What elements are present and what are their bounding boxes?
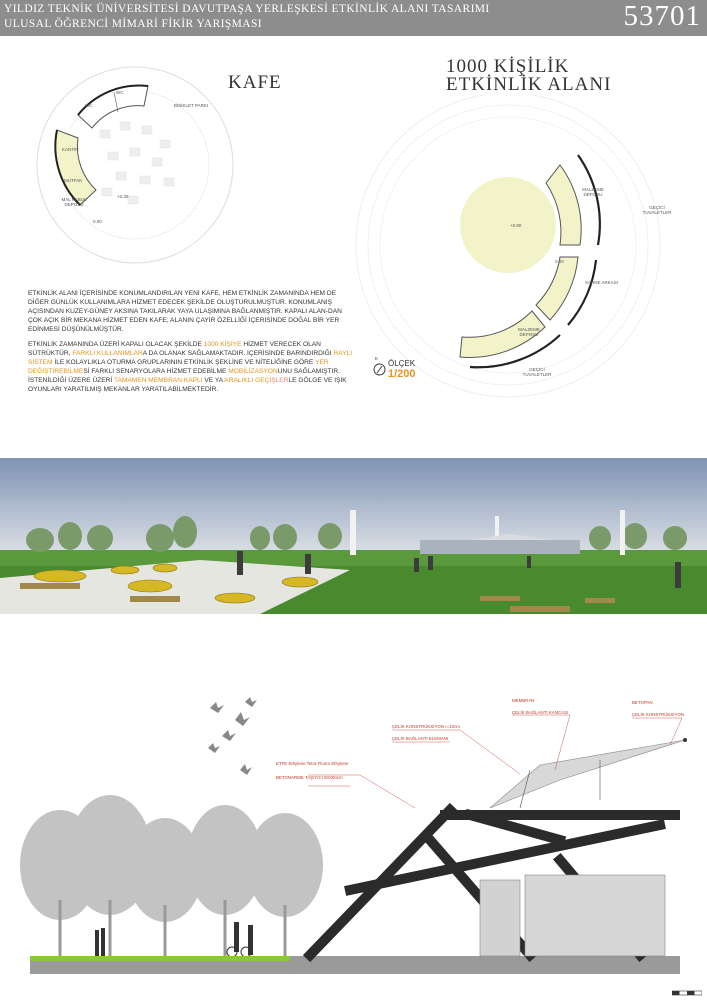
event-title-line1: 1000 KİŞİLİK [446, 56, 570, 77]
cafe-label-wc1: WC [85, 103, 93, 108]
cafe-level-1: +0.30 [117, 194, 129, 199]
cafe-level-2: 0.00 [93, 219, 102, 224]
section-drawing [0, 690, 707, 990]
event-level-2: 0.00 [555, 259, 564, 264]
event-label-depo1: MALZEME DEPOSU [582, 187, 604, 197]
anno-beton: BETONARME TAŞIYICI 50X50cm [276, 775, 343, 780]
cafe-plan-drawing [30, 60, 260, 270]
anno-celik3: ÇELİK KONSTRÜKSİYON [632, 712, 684, 717]
description-paragraph-2: ETKİNLİK ZAMANINDA ÜZERİ KAPALI OLACAK ŞEKİLDE 1000 KİŞİYE HİZMET VERECEK OLAN SÜTRÜKTÜR, FARKLI KULLANIMLARA DA OLANAK SAĞLAMAKTADIR. İÇERİSİNDE BARINDIRDIĞI RAYLI SİSTEM İLE KOLAYLIKLA OTURMA GRUPLARININ ETKİNLİK ŞEKLİNE VE NİTELİĞİNE GÖRE YER DEĞİŞTİREBİLMESİ FARKLI SENARYOLARA HİZMET EDEBİLME MOBİLİZASYONUNU SAĞLAMIŞTIR. İSTENİLDİĞİ ÜZERE ÜZERİ TAMAMEN MEMBRAN KAPLI VE YA ARALIKLI GEÇİŞLERLE GÖLGE VE IŞIK OYUNLARI YARATILMIŞ MEKANLAR YARATILABİLMEKTEDİR. [28, 341, 353, 394]
cafe-label-kantin: KANTİN [62, 147, 79, 152]
event-level-1: +0.80 [510, 223, 522, 228]
event-title-line2: ETKİNLİK ALANI [446, 74, 612, 95]
scale-label: ÖLÇEK [388, 359, 416, 368]
cafe-label-wc2: WC [116, 90, 124, 95]
event-label-sahne: SAHNE ARKASI [585, 280, 619, 285]
event-label-tuv2: GEÇİCİ TUVALETLER [522, 367, 552, 377]
birds-illustration [208, 697, 257, 775]
event-label-depo2: MALZEME DEPOSU [518, 327, 540, 337]
perspective-render-image [0, 458, 707, 614]
description-paragraph-1: ETKİNLİK ALANI İÇERİSİNDE KONUMLANDIRILAN YENİ KAFE, HEM ETKİNLİK ZAMANINDA HEM DE DİĞER GÜNLÜK KULLANIMLARA HİZMET EDECEK ŞEKİLDE OLUŞTURULMUŞTUR. KONUMLANIŞ AÇISINDAN KUZEY-GÜNEY AKSINA TAKILARAK YAYA ULAŞIMINA BAĞLANMIŞTIR. KAPALI ALAN-DAN ÇOK AÇIK BİR MEKANA HİZMET EDEN KAFE; ALANIN ÇAYIR ÖZELLİĞİ İÇERİSİNDE DOĞAL BİR YER EDİNMESİ DÜŞÜNÜLMÜŞTÜR. [28, 290, 342, 334]
anno-membran: MEMBRAN [512, 698, 535, 703]
header-bar [0, 0, 707, 36]
entry-number: 53701 [623, 0, 701, 32]
cafe-label-mutfak: MUTFAK [64, 178, 83, 183]
event-label-tuv1: GEÇİCİ TUVALETLER [642, 205, 672, 215]
cafe-label-bike: BİSİKLET PARKI [174, 103, 209, 108]
north-arrow-icon [373, 363, 386, 376]
north-label: K [375, 356, 379, 361]
anno-celik1: ÇELİK KONSTRÜKSİYON r=10cm [392, 724, 460, 729]
graphic-scale-bar [672, 990, 702, 996]
header-title-line2: ULUSAL ÖĞRENCİ MİMARİ FİKİR YARIŞMASI [4, 18, 263, 30]
anno-celik2: ÇELİK BAĞLANTI ELEMANI [392, 736, 449, 741]
anno-betopan: BETOPAN [632, 700, 653, 705]
anno-kanca: ÇELİK BAĞLANTI KANCASI [512, 710, 569, 715]
scale-value: 1/200 [388, 368, 416, 380]
cafe-title: KAFE [228, 72, 282, 93]
header-title-line1: YILDIZ TEKNİK ÜNİVERSİTESİ DAVUTPAŞA YERLEŞKESİ ETKİNLİK ALANI TASARIMI [4, 3, 490, 15]
anno-etfe: ETFE Ethylene Tetra Fluoro Ethylene [276, 761, 349, 766]
cafe-label-malkabul: MAL KABUL DEPOSU [61, 197, 87, 207]
